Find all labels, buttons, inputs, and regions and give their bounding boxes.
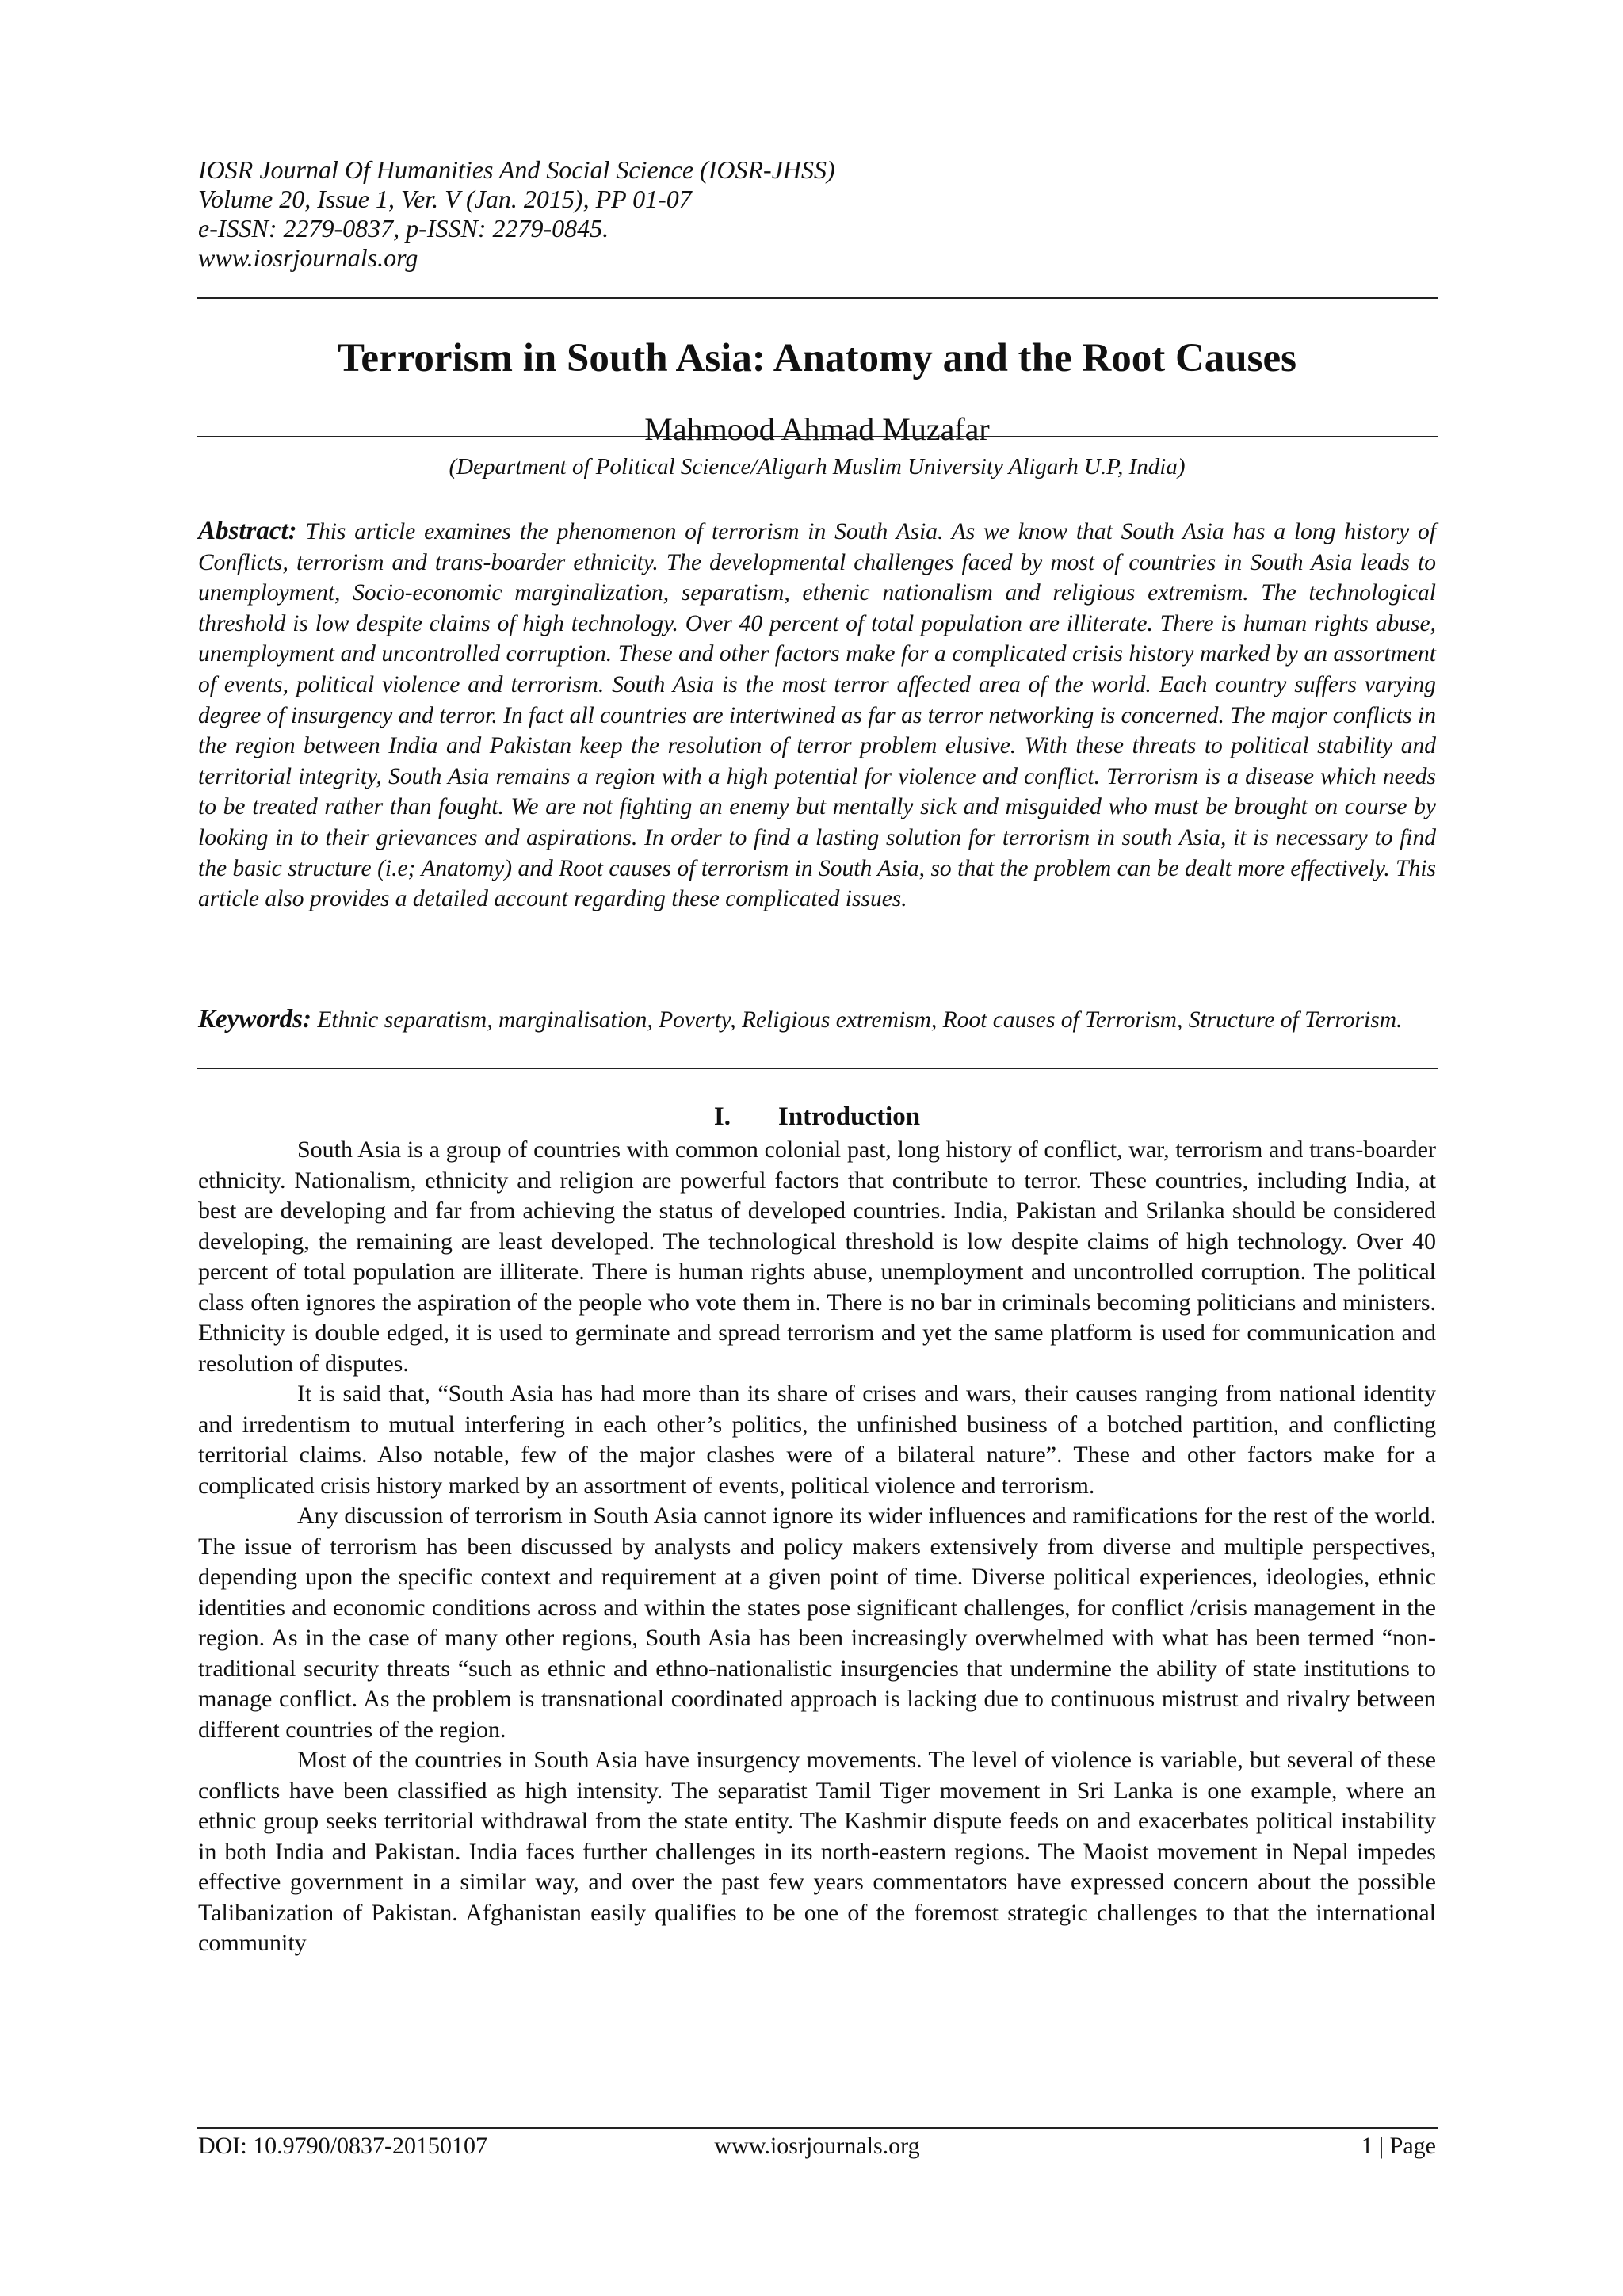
footer-page-number: 1 | Page (1361, 2133, 1436, 2159)
paragraph: South Asia is a group of countries with common colonial past, long history of conflict, war, terrorism and trans-boarder ethnicity. Nationalism, ethnicity and religion are powerful factors that contribute to terror. These countries, including India, at best are developing and far from achieving the status of developed countries. India, Pakistan and Srilanka should be considered developing, the remaining are least developed. The technological threshold is low despite claims of high technology. Over 40 percent of total population are illiterate. There is human rights abuse, unemployment and uncontrolled corruption. The political class often ignores the aspiration of the people who vote them in. There is no bar in criminals becoming politicians and ministers. Ethnicity is double edged, it is used to germinate and spread terrorism and yet the same platform is used for communication and resolution of disputes. (198, 1137, 1436, 1377)
journal-header (198, 155, 1436, 273)
paper-title: Terrorism in South Asia: Anatomy and the Root Causes (338, 336, 1296, 380)
paragraph: Most of the countries in South Asia have insurgency movements. The level of violence is variable, but several of these conflicts have been classified as high intensity. The separatist Tamil Tiger movement in Sri Lanka is one example, where an ethnic group seeks territorial withdrawal from the state entity. The Kashmir dispute feeds on and exacerbates political instability in both India and Pakistan. India faces further challenges in its north-eastern regions. The Maoist movement in Nepal impedes effective government in a similar way, and over the past few years commentators have expressed concern about the possible Talibanization of Pakistan. Afghanistan easily qualifies to be one of the foremost strategic challenges to that the international community (198, 1747, 1436, 1956)
keywords (198, 1004, 1436, 1036)
abstract-bottom-divider (197, 1068, 1438, 1069)
journal-website: www.iosrjournals.org (198, 243, 418, 272)
page-footer (198, 2132, 1436, 2164)
paragraph: It is said that, “South Asia has had more than its share of crises and wars, their causes ranging from national identity and irredentism to mutual interfering in each other’s politics, the unfinished business of a botched partition, and conflicting territorial claims. Also notable, few of the major clashes were of a bilateral nature”. These and other factors make for a complicated crisis history marked by an assortment of events, political violence and terrorism. (198, 1381, 1436, 1499)
journal-volume: Volume 20, Issue 1, Ver. V (Jan. 2015), PP 01-07 (198, 185, 692, 213)
paragraph: Any discussion of terrorism in South Asia cannot ignore its wider influences and ramifications for the rest of the world. The issue of terrorism has been discussed by analysts and policy makers extensively from diverse and multiple perspectives, depending upon the specific context and requirement at a given point of time. Diverse political experiences, ideologies, ethnic identities and economic conditions across and within the states pose significant challenges, for conflict /crisis management in the region. As in the case of many other regions, South Asia has been increasingly overwhelmed with what has been termed “non-traditional security threats “such as ethnic and ethno-nationalistic insurgencies that undermine the ability of state institutions to manage conflict. As the problem is transnational coordinated approach is lacking due to continuous mistrust and rivalry between different countries of the region. (198, 1503, 1436, 1743)
abstract (198, 516, 1436, 915)
footer-doi: DOI: 10.9790/0837-20150107 (198, 2133, 487, 2159)
section-title: Introduction (777, 1102, 921, 1131)
body-text (198, 1135, 1436, 1959)
journal-name: IOSR Journal Of Humanities And Social Science (IOSR-JHSS) (198, 155, 835, 184)
keywords-label: Keywords: (198, 1005, 311, 1033)
author-affiliation: (Department of Political Science/Aligarh Muslim University Aligarh U.P, India) (449, 454, 1186, 479)
footer-divider (197, 2127, 1438, 2129)
journal-issn: e-ISSN: 2279-0837, p-ISSN: 2279-0845. (198, 214, 609, 243)
abstract-top-divider (197, 436, 1438, 437)
header-divider (197, 297, 1438, 299)
footer-website: www.iosrjournals.org (714, 2133, 920, 2159)
section-number: I. (713, 1102, 731, 1131)
abstract-label: Abstract: (198, 517, 297, 545)
abstract-text: This article examines the phenomenon of terrorism in South Asia. As we know that South Asia has a long history of Conflicts, terrorism and trans-boarder ethnicity. The developmental challenges faced by most of countries in South Asia leads to unemployment, Socio-economic marginalization, separatism, ethenic nationalism and religious extremism. The technological threshold is low despite claims of high technology. Over 40 percent of total population are illiterate. There is human rights abuse, unemployment and uncontrolled corruption. These and other factors make for a complicated crisis history marked by an assortment of events, political violence and terrorism. South Asia is the most terror affected area of the world. Each country suffers varying degree of insurgency and terror. In fact all countries are intertwined as far as terror networking is concerned. The major conflicts in the region between India and Pakistan keep the resolution of terror problem elusive. With these threats to political stability and territorial integrity, South Asia remains a region with a high potential for violence and conflict. Terrorism is a disease which needs to be treated rather than fought. We are not fighting an enemy but mentally sick and misguided who must be brought on course by looking in to their grievances and aspirations. In order to find a lasting solution for terrorism in south Asia, it is necessary to find the basic structure (i.e; Anatomy) and Root causes of terrorism in South Asia, so that the problem can be dealt more effectively. This article also provides a detailed account regarding these complicated issues. (198, 519, 1437, 912)
author-name: Mahmood Ahmad Muzafar (644, 411, 990, 447)
section-heading (198, 1102, 1436, 1132)
keywords-text: Ethnic separatism, marginalisation, Poverty, Religious extremism, Root causes of Terrorism, Structure of Terrorism. (317, 1007, 1403, 1033)
